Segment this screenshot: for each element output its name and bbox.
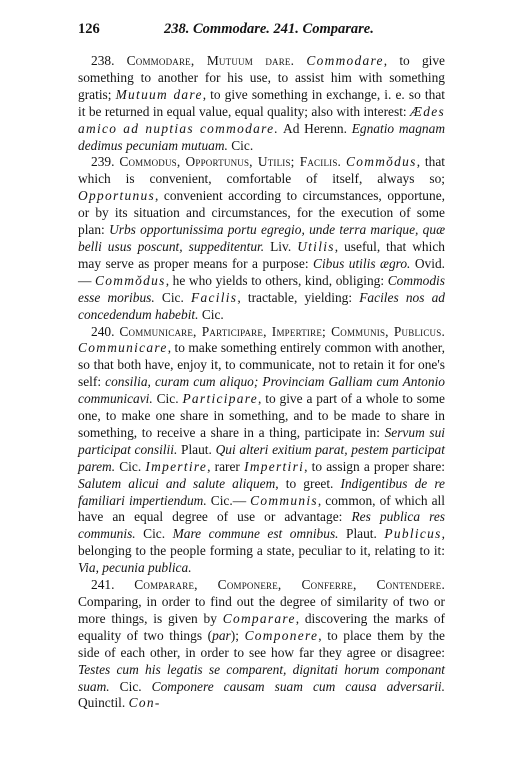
text-run: Commŏdus xyxy=(346,154,417,170)
text-run: 239. xyxy=(91,154,120,170)
text-run: Cic. xyxy=(135,526,173,542)
text-run: Cic. xyxy=(152,391,183,407)
page-header xyxy=(78,20,445,38)
text-run: , to place them by the side of each other, in order to see how far they agree or disagree: xyxy=(78,627,445,660)
text-run: Cic. xyxy=(115,458,146,474)
page-number: 126 xyxy=(78,21,100,37)
text-run: Mutuum dare xyxy=(115,86,203,102)
text-run: Plaut. xyxy=(177,441,216,457)
text-run: Cibus utilis ægro. xyxy=(313,255,411,271)
text-run: , that which is convenient, comfortable of itself, always so; xyxy=(78,154,446,187)
text-run: , tractable, yielding: xyxy=(237,289,360,305)
text-run: 241. xyxy=(91,577,135,593)
text-run: Cic. xyxy=(198,306,224,322)
text-run: Plaut. xyxy=(338,526,385,542)
text-run: Commodare xyxy=(306,53,384,68)
text-run: 238. xyxy=(91,53,127,68)
text-run: Cic.— xyxy=(206,492,251,508)
text-run: par xyxy=(212,627,231,643)
text-run: Communicare, Participare, Impertire; Communis, Publicus. xyxy=(119,323,446,339)
text-run: Commodus, Opportunus, Utilis; Facilis. xyxy=(119,154,342,170)
running-title: 238. Commodare. 241. Comparare. xyxy=(164,21,374,37)
text-run: , useful, that which may serve as proper means for a purpose: xyxy=(78,238,445,271)
entry-paragraph xyxy=(78,154,445,323)
text-run: , to assign a proper share: xyxy=(304,458,446,474)
text-run xyxy=(294,53,306,68)
text-run: Ad Herenn. xyxy=(279,120,352,136)
text-run: Commŏdus xyxy=(95,272,166,288)
text-run: Componere causam suam cum causa adversarii. xyxy=(151,678,445,694)
entry-paragraph xyxy=(78,577,445,712)
text-run: Commodis esse moribus. xyxy=(78,272,445,305)
text-run: Liv. xyxy=(264,238,298,254)
text-run: consilia, curam cum aliquo; Provinciam Galliam cum Antonio communicavi. xyxy=(78,374,445,407)
text-run: Comparing, in order to find out the degree of similarity of two or more things, is given by xyxy=(78,594,445,626)
text-run: Quinctil. xyxy=(78,695,129,711)
text-run: Cic. xyxy=(154,289,192,305)
text-run: Via, pecunia publica. xyxy=(78,560,192,576)
text-run: Communicare xyxy=(78,340,168,356)
body-text xyxy=(78,53,445,712)
text-run: , to make something entirely common with another, so that both have, enjoy it, to communicate, not to retain it for one's self: xyxy=(78,340,445,390)
text-run: Cic. xyxy=(109,678,152,694)
text-run: Facilis xyxy=(191,289,238,305)
text-run: Comparare, Componere, Conferre, Contendere. xyxy=(134,577,446,593)
text-run: Opportunus xyxy=(78,188,155,204)
text-run: , he who yields to others, kind, obliging: xyxy=(165,272,388,288)
entry-paragraph xyxy=(78,324,445,578)
text-run: Faciles nos ad concedendum habebit. xyxy=(78,289,446,322)
text-run: , belonging to the people forming a state, peculiar to it, relating to it: xyxy=(78,526,445,559)
text-run: , to give a part of a whole to some one, to make one share in something, and to be made to share in something, to receive a share in a thing, participate in: xyxy=(78,391,445,440)
text-run: Utilis xyxy=(297,238,335,254)
text-run: , to give something in exchange, i. e. so that it be returned in equal value, equal quality; also with interest: xyxy=(78,86,445,119)
text-run: Con- xyxy=(128,695,161,711)
text-run: Impertiri xyxy=(244,458,305,474)
text-run: Comparare xyxy=(222,610,296,626)
text-run: Componere xyxy=(244,627,319,643)
text-run: Urbs opportunissima portu egregio, unde terra marique, quæ belli usus poscunt, suppeditentur. xyxy=(78,222,446,254)
text-run: , convenient according to circumstances, opportune, or by its situation and circumstances, for the execution of some plan: xyxy=(78,188,445,238)
text-run: , discovering the marks of equality of two things ( xyxy=(78,610,445,643)
text-run: 240. xyxy=(91,323,120,339)
text-run: , to give something to another for his use, to assist him with something gratis; xyxy=(78,53,446,102)
text-run: Servum sui participat consilii. xyxy=(78,424,445,457)
text-run: Mare commune est omnibus. xyxy=(172,526,339,542)
text-run: Egnatio magnam dedimus pecuniam mutuam. xyxy=(78,120,445,153)
text-run: , common, of which all have an equal degree of use or advantage: xyxy=(78,492,445,525)
text-run: Participare xyxy=(182,391,258,407)
text-run: Res publica res communis. xyxy=(78,509,445,542)
text-run: Testes cum his legatis se comparent, dignitati horum componant suam. xyxy=(78,661,445,694)
text-run: Ovid.— xyxy=(78,255,445,288)
text-run: Indigentibus de re familiari impertiendum. xyxy=(78,475,445,508)
text-run: Ædes amico ad nuptias commodare. xyxy=(78,103,445,136)
entry-paragraph xyxy=(78,53,445,154)
text-run: , rarer xyxy=(207,458,245,474)
text-run: Salutem alicui and salute aliquem xyxy=(78,475,276,491)
text-run: , to greet. xyxy=(275,475,341,491)
text-run: Publicus xyxy=(384,526,442,542)
text-run: Cic. xyxy=(227,137,254,153)
text-run: Communis xyxy=(250,492,318,508)
text-run: Qui alteri exitium parat, pestem participat parem. xyxy=(78,441,445,474)
text-run: ); xyxy=(230,627,245,643)
text-run: Commodare, Mutuum dare. xyxy=(126,53,295,68)
text-run: Impertire xyxy=(145,458,208,474)
